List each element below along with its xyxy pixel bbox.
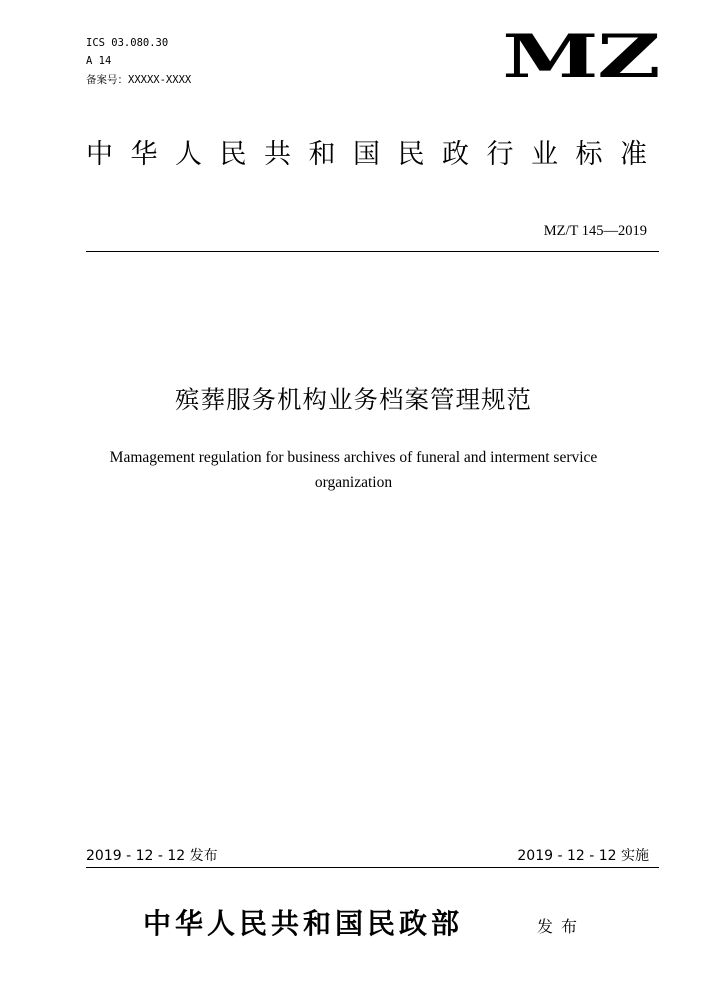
- ics-code: ICS 03.080.30: [86, 37, 169, 49]
- classification-code: A 14: [86, 55, 112, 67]
- title-english-line-1: Mamagement regulation for business archives of funeral and interment service: [109, 449, 598, 466]
- standard-number: MZ/T 145—2019: [543, 223, 647, 239]
- issue-label: 发布: [537, 917, 586, 936]
- title-english: [70, 445, 637, 495]
- header-divider: [86, 251, 659, 252]
- record-number: 备案号：XXXXX-XXXX: [86, 74, 192, 86]
- mz-logo: MZ: [502, 22, 659, 92]
- publish-date: 2019 - 12 - 12 发布: [86, 848, 218, 864]
- issuing-authority: 中华人民共和国民政部: [143, 907, 464, 940]
- footer-divider: [86, 867, 659, 868]
- title-english-line-2: organization: [314, 474, 393, 491]
- standard-category: 中华人民共和国民政行业标准: [86, 139, 665, 170]
- implementation-date: 2019 - 12 - 12 实施: [517, 848, 649, 864]
- title-chinese: 殡葬服务机构业务档案管理规范: [175, 385, 532, 414]
